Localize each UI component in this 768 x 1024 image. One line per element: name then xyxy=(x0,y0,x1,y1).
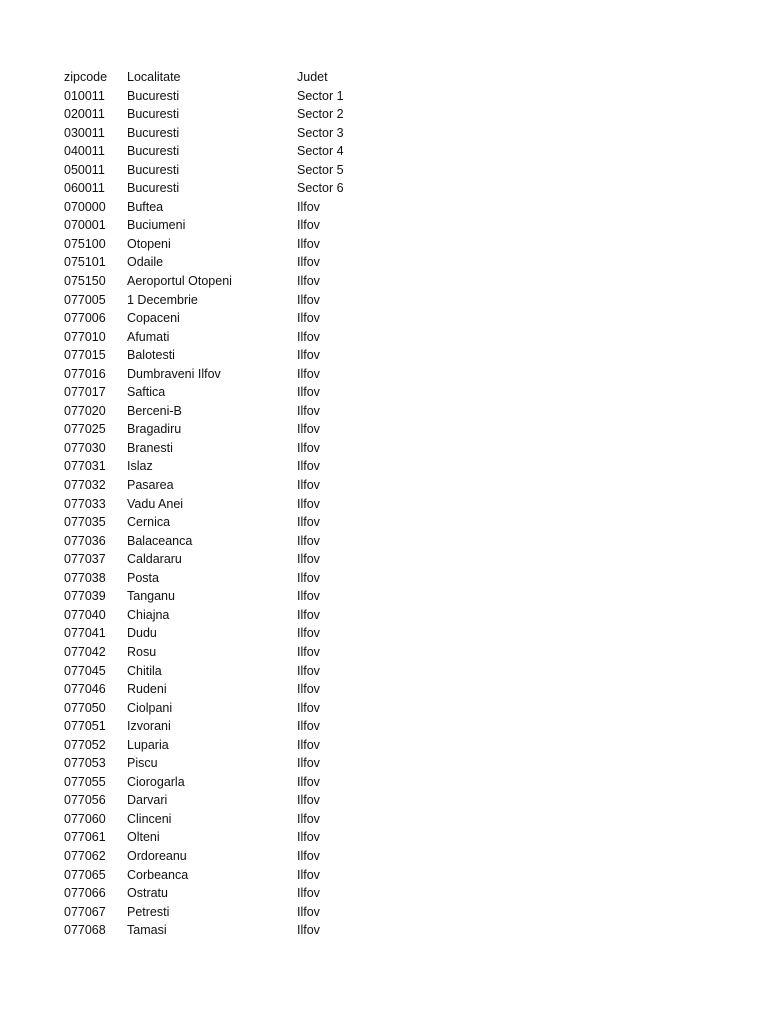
zipcode-cell: 075101 xyxy=(64,255,106,270)
judet-cell: Ilfov xyxy=(297,552,320,567)
localitate-cell: Tanganu xyxy=(127,589,175,604)
localitate-cell: Bucuresti xyxy=(127,181,180,196)
table-row xyxy=(64,420,704,439)
table-row xyxy=(64,179,704,198)
zipcode-cell: 075150 xyxy=(64,274,106,289)
localitate-cell: Aeroportul Otopeni xyxy=(127,274,232,289)
zipcode-cell: 077025 xyxy=(64,422,106,437)
localitate-cell: Luparia xyxy=(127,737,169,752)
localitate-cell: Pasarea xyxy=(127,478,174,493)
zipcode-table xyxy=(64,68,704,940)
zipcode-cell: 077040 xyxy=(64,607,106,622)
zipcode-cell: 077045 xyxy=(64,663,106,678)
judet-cell: Ilfov xyxy=(297,737,320,752)
table-row xyxy=(64,606,704,625)
judet-cell: Ilfov xyxy=(297,478,320,493)
localitate-cell: Ciolpani xyxy=(127,700,173,715)
localitate-cell: Bucuresti xyxy=(127,88,180,103)
localitate-cell: Chitila xyxy=(127,663,162,678)
zipcode-cell: 077068 xyxy=(64,923,106,938)
table-row xyxy=(64,161,704,180)
zipcode-cell: 077030 xyxy=(64,440,106,455)
localitate-cell: Bucuresti xyxy=(127,162,180,177)
zipcode-cell: 077036 xyxy=(64,533,106,548)
judet-cell: Ilfov xyxy=(297,830,320,845)
table-row xyxy=(64,87,704,106)
table-row xyxy=(64,773,704,792)
localitate-cell: Buftea xyxy=(127,199,164,214)
table-body xyxy=(64,87,704,940)
table-row xyxy=(64,309,704,328)
judet-cell: Sector 2 xyxy=(297,107,344,122)
zipcode-cell: 077035 xyxy=(64,515,106,530)
zipcode-cell: 077067 xyxy=(64,904,106,919)
localitate-cell: Islaz xyxy=(127,459,153,474)
zipcode-cell: 077060 xyxy=(64,811,106,826)
judet-cell: Ilfov xyxy=(297,515,320,530)
judet-cell: Ilfov xyxy=(297,774,320,789)
table-row xyxy=(64,569,704,588)
zipcode-cell: 075100 xyxy=(64,236,106,251)
localitate-cell: Otopeni xyxy=(127,236,171,251)
judet-cell: Ilfov xyxy=(297,793,320,808)
zipcode-cell: 077010 xyxy=(64,329,106,344)
table-row xyxy=(64,662,704,681)
localitate-cell: Darvari xyxy=(127,793,168,808)
judet-cell: Sector 5 xyxy=(297,162,344,177)
judet-cell: Ilfov xyxy=(297,886,320,901)
judet-cell: Ilfov xyxy=(297,756,320,771)
judet-cell: Ilfov xyxy=(297,607,320,622)
table-row xyxy=(64,495,704,514)
header-localitate: Localitate xyxy=(127,70,181,84)
localitate-cell: Ordoreanu xyxy=(127,848,187,863)
judet-cell: Ilfov xyxy=(297,274,320,289)
zipcode-cell: 077053 xyxy=(64,756,106,771)
localitate-cell: Tamasi xyxy=(127,923,167,938)
judet-cell: Ilfov xyxy=(297,700,320,715)
zipcode-cell: 070001 xyxy=(64,218,106,233)
zipcode-cell: 077031 xyxy=(64,459,106,474)
judet-cell: Ilfov xyxy=(297,663,320,678)
zipcode-cell: 077065 xyxy=(64,867,106,882)
zipcode-cell: 077005 xyxy=(64,292,106,307)
zipcode-cell: 077055 xyxy=(64,774,106,789)
table-row xyxy=(64,235,704,254)
zipcode-cell: 060011 xyxy=(64,181,105,196)
judet-cell: Ilfov xyxy=(297,570,320,585)
judet-cell: Ilfov xyxy=(297,403,320,418)
localitate-cell: Copaceni xyxy=(127,311,180,326)
localitate-cell: Balotesti xyxy=(127,348,175,363)
localitate-cell: Odaile xyxy=(127,255,164,270)
table-row xyxy=(64,624,704,643)
zipcode-cell: 010011 xyxy=(64,88,105,103)
localitate-cell: Cernica xyxy=(127,515,171,530)
judet-cell: Sector 3 xyxy=(297,125,344,140)
table-row xyxy=(64,365,704,384)
localitate-cell: Berceni-B xyxy=(127,403,182,418)
judet-cell: Ilfov xyxy=(297,199,320,214)
localitate-cell: Bragadiru xyxy=(127,422,182,437)
header-zipcode: zipcode xyxy=(64,70,108,84)
localitate-cell: Branesti xyxy=(127,440,173,455)
localitate-cell: Rosu xyxy=(127,644,157,659)
table-row xyxy=(64,383,704,402)
zipcode-cell: 077042 xyxy=(64,644,106,659)
zipcode-cell: 077041 xyxy=(64,626,106,641)
zipcode-cell: 077016 xyxy=(64,366,106,381)
zipcode-cell: 077015 xyxy=(64,348,106,363)
judet-cell: Ilfov xyxy=(297,366,320,381)
localitate-cell: Caldararu xyxy=(127,552,182,567)
zipcode-cell: 077020 xyxy=(64,403,106,418)
localitate-cell: Posta xyxy=(127,570,159,585)
judet-cell: Ilfov xyxy=(297,719,320,734)
table-row xyxy=(64,847,704,866)
table-row xyxy=(64,736,704,755)
table-row xyxy=(64,346,704,365)
localitate-cell: Bucuresti xyxy=(127,107,180,122)
zipcode-cell: 077006 xyxy=(64,311,106,326)
table-row xyxy=(64,513,704,532)
judet-cell: Ilfov xyxy=(297,459,320,474)
table-row xyxy=(64,328,704,347)
localitate-cell: Piscu xyxy=(127,756,158,771)
zipcode-cell: 077032 xyxy=(64,478,106,493)
table-row xyxy=(64,457,704,476)
table-row xyxy=(64,791,704,810)
zipcode-cell: 077061 xyxy=(64,830,106,845)
zipcode-cell: 077033 xyxy=(64,496,106,511)
table-row xyxy=(64,272,704,291)
judet-cell: Ilfov xyxy=(297,589,320,604)
zipcode-cell: 020011 xyxy=(64,107,105,122)
judet-cell: Ilfov xyxy=(297,292,320,307)
judet-cell: Sector 4 xyxy=(297,144,344,159)
table-row xyxy=(64,643,704,662)
table-row xyxy=(64,680,704,699)
judet-cell: Ilfov xyxy=(297,626,320,641)
localitate-cell: Clinceni xyxy=(127,811,172,826)
judet-cell: Ilfov xyxy=(297,682,320,697)
localitate-cell: Bucuresti xyxy=(127,125,180,140)
zipcode-cell: 077039 xyxy=(64,589,106,604)
zipcode-cell: 077038 xyxy=(64,570,106,585)
localitate-cell: Olteni xyxy=(127,830,160,845)
zipcode-cell: 070000 xyxy=(64,199,106,214)
localitate-cell: Buciumeni xyxy=(127,218,186,233)
localitate-cell: Afumati xyxy=(127,329,170,344)
table-row xyxy=(64,253,704,272)
table-row xyxy=(64,921,704,940)
zipcode-cell: 077050 xyxy=(64,700,106,715)
localitate-cell: Ostratu xyxy=(127,886,168,901)
table-row xyxy=(64,142,704,161)
judet-cell: Ilfov xyxy=(297,385,320,400)
table-row xyxy=(64,754,704,773)
localitate-cell: Vadu Anei xyxy=(127,496,184,511)
zipcode-cell: 077017 xyxy=(64,385,106,400)
localitate-cell: Izvorani xyxy=(127,719,171,734)
zipcode-cell: 077056 xyxy=(64,793,106,808)
judet-cell: Sector 6 xyxy=(297,181,344,196)
zipcode-cell: 077037 xyxy=(64,552,106,567)
localitate-cell: 1 Decembrie xyxy=(127,292,198,307)
localitate-cell: Petresti xyxy=(127,904,170,919)
table-row xyxy=(64,866,704,885)
judet-cell: Ilfov xyxy=(297,644,320,659)
judet-cell: Ilfov xyxy=(297,867,320,882)
judet-cell: Ilfov xyxy=(297,348,320,363)
table-row xyxy=(64,291,704,310)
zipcode-cell: 077052 xyxy=(64,737,106,752)
table-row xyxy=(64,124,704,143)
localitate-cell: Ciorogarla xyxy=(127,774,185,789)
localitate-cell: Chiajna xyxy=(127,607,170,622)
judet-cell: Ilfov xyxy=(297,218,320,233)
judet-cell: Ilfov xyxy=(297,255,320,270)
table-row xyxy=(64,903,704,922)
localitate-cell: Saftica xyxy=(127,385,166,400)
judet-cell: Ilfov xyxy=(297,496,320,511)
table-row xyxy=(64,810,704,829)
judet-cell: Ilfov xyxy=(297,811,320,826)
zipcode-cell: 030011 xyxy=(64,125,105,140)
localitate-cell: Balaceanca xyxy=(127,533,193,548)
judet-cell: Ilfov xyxy=(297,236,320,251)
zipcode-cell: 077062 xyxy=(64,848,106,863)
table-row xyxy=(64,476,704,495)
zipcode-cell: 040011 xyxy=(64,144,105,159)
zipcode-cell: 077066 xyxy=(64,886,106,901)
localitate-cell: Rudeni xyxy=(127,682,167,697)
zipcode-cell: 077051 xyxy=(64,719,106,734)
localitate-cell: Bucuresti xyxy=(127,144,180,159)
table-row xyxy=(64,402,704,421)
localitate-cell: Corbeanca xyxy=(127,867,189,882)
judet-cell: Ilfov xyxy=(297,848,320,863)
judet-cell: Ilfov xyxy=(297,904,320,919)
table-row xyxy=(64,532,704,551)
judet-cell: Ilfov xyxy=(297,533,320,548)
table-row xyxy=(64,550,704,569)
judet-cell: Sector 1 xyxy=(297,88,344,103)
judet-cell: Ilfov xyxy=(297,311,320,326)
header-judet: Judet xyxy=(297,70,328,84)
judet-cell: Ilfov xyxy=(297,440,320,455)
table-row xyxy=(64,717,704,736)
table-row xyxy=(64,828,704,847)
localitate-cell: Dudu xyxy=(127,626,157,641)
header-row xyxy=(64,68,704,87)
judet-cell: Ilfov xyxy=(297,422,320,437)
table-row xyxy=(64,105,704,124)
judet-cell: Ilfov xyxy=(297,923,320,938)
table-row xyxy=(64,198,704,217)
table-row xyxy=(64,884,704,903)
table-row xyxy=(64,699,704,718)
table-row xyxy=(64,587,704,606)
zipcode-cell: 077046 xyxy=(64,682,106,697)
localitate-cell: Dumbraveni Ilfov xyxy=(127,366,221,381)
table-row xyxy=(64,439,704,458)
table-row xyxy=(64,216,704,235)
zipcode-cell: 050011 xyxy=(64,162,105,177)
judet-cell: Ilfov xyxy=(297,329,320,344)
